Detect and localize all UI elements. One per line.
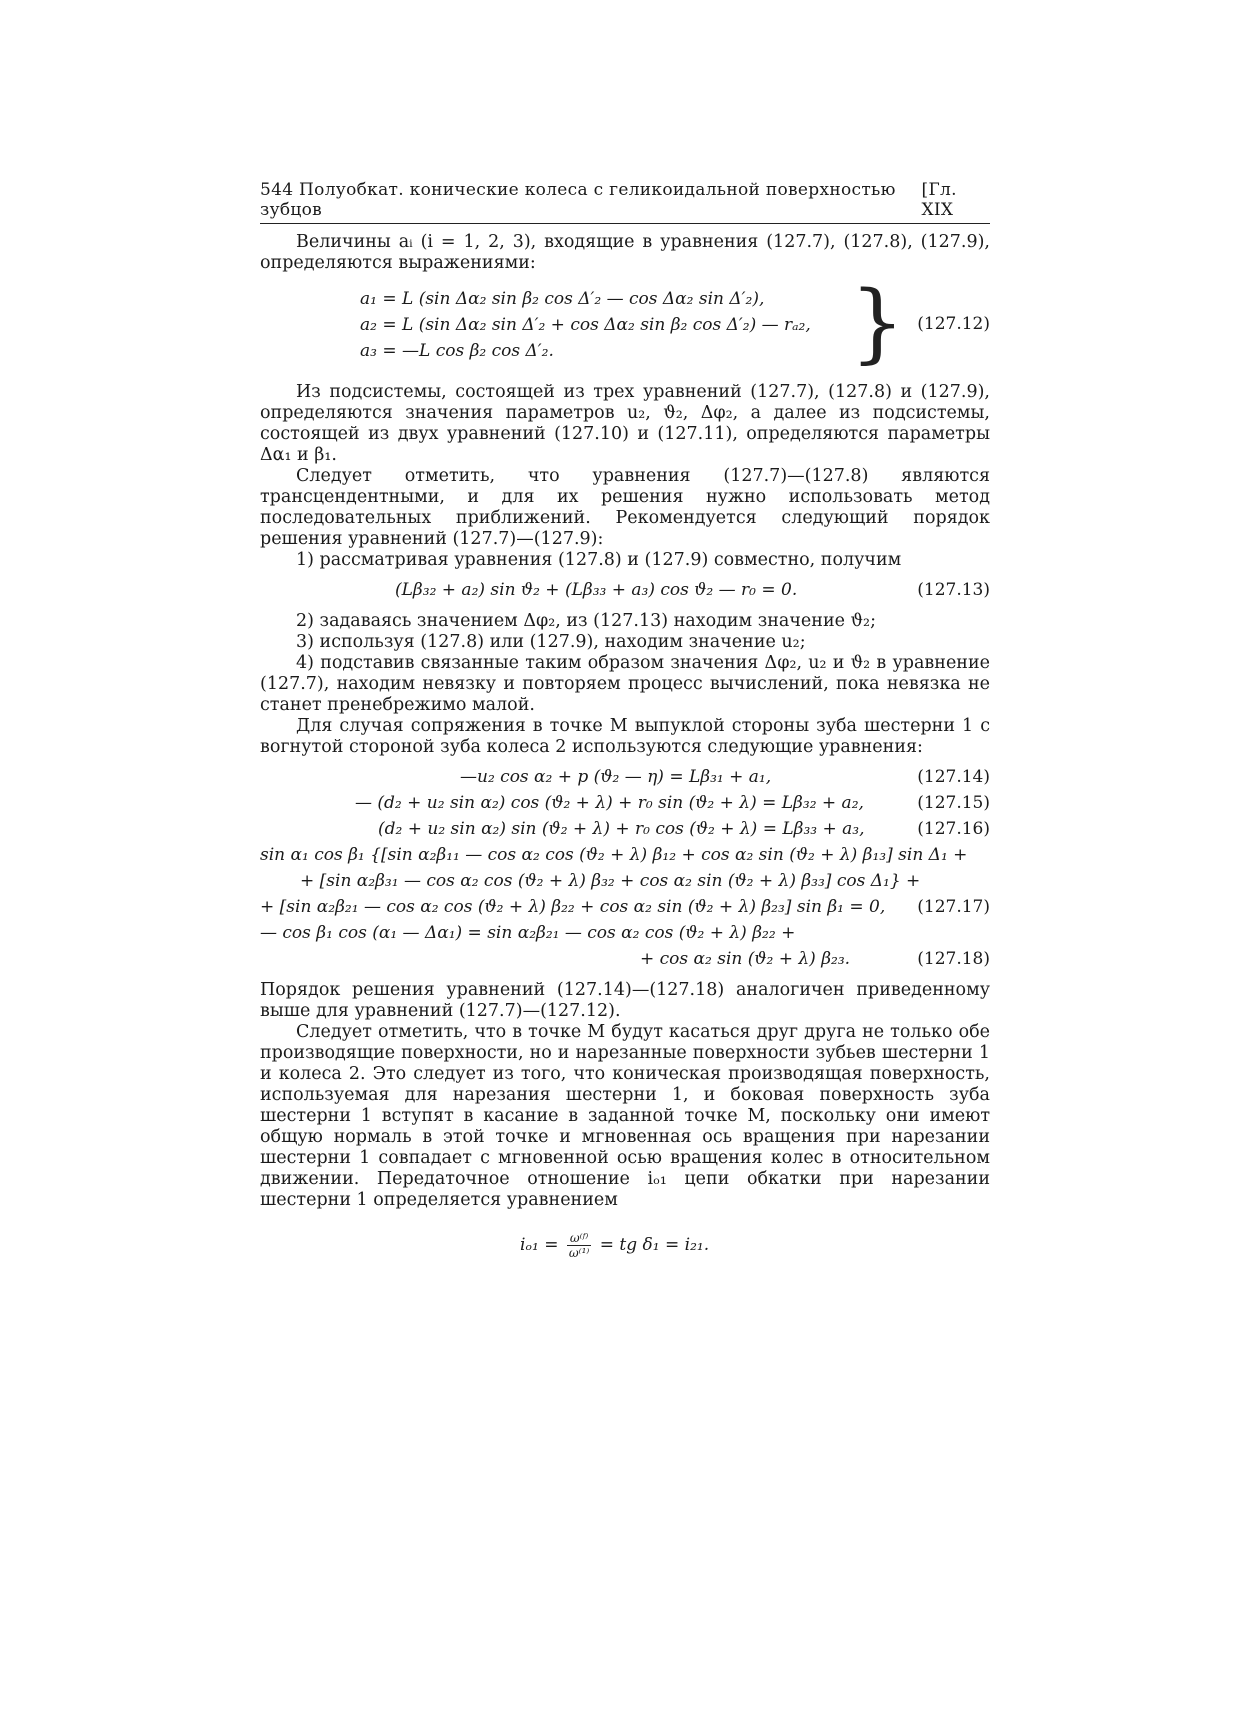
equation-number-127-18: (127.18) <box>917 949 990 969</box>
header-chapter: [Гл. XIX <box>921 180 957 220</box>
step-3: 3) используя (127.8) или (127.9), находим значение u₂; <box>296 632 806 652</box>
running-header <box>260 180 990 224</box>
note-paragraph: Следует отметить, что уравнения (127.7)—(127.8) являются трансцендентными, и для их решения нужно использовать метод последовательных приближений. Рекомендуется следующий порядок решения уравнений (127.7)—(127.9): <box>260 466 990 549</box>
ratio-numerator: ω⁽ᶠ⁾ <box>567 1231 592 1246</box>
equation-number-127-15: (127.15) <box>917 793 990 813</box>
equation-127-13 <box>260 577 990 603</box>
equation-a3: a₃ = —L cos β₂ cos Δ′₂. <box>360 341 554 361</box>
ratio-lhs: iₒ₁ = <box>520 1235 559 1255</box>
equation-127-17-line-2: + [sin α₂β₃₁ — cos α₂ cos (ϑ₂ + λ) β₃₂ + cos α₂ sin (ϑ₂ + λ) β₃₃] cos Δ₁} + <box>300 871 921 891</box>
equation-127-18-line-2: + cos α₂ sin (ϑ₂ + λ) β₂₃. (127.18) <box>260 946 990 972</box>
equation-number-127-17: (127.17) <box>917 897 990 917</box>
ratio-rhs: = tg δ₁ = i₂₁. <box>599 1235 710 1255</box>
equation-number-127-16: (127.16) <box>917 819 990 839</box>
right-brace: } <box>850 273 905 373</box>
equation-127-16 <box>260 816 990 842</box>
equation-127-15 <box>260 790 990 816</box>
ratio-equation <box>260 1225 990 1265</box>
step-4: 4) подставив связанные таким образом значения Δφ₂, u₂ и ϑ₂ в уравнение (127.7), находим невязку и повторяем процесс вычислений, пока невязка не станет пренебрежимо малой. <box>260 653 990 715</box>
equation-127-18-line-1: — cos β₁ cos (α₁ — Δα₁) = sin α₂β₂₁ — cos α₂ cos (ϑ₂ + λ) β₂₂ + <box>260 923 796 943</box>
step-2: 2) задаваясь значением Δφ₂, из (127.13) находим значение ϑ₂; <box>296 611 876 631</box>
equation-127-17-line-1: sin α₁ cos β₁ {[sin α₂β₁₁ — cos α₂ cos (ϑ₂ + λ) β₁₂ + cos α₂ sin (ϑ₂ + λ) β₁₃] sin Δ₁ + <box>260 845 968 865</box>
equation-127-13-body: (Lβ₃₂ + a₂) sin ϑ₂ + (Lβ₃₃ + a₃) cos ϑ₂ — r₀ = 0. <box>395 580 798 600</box>
case-paragraph: Для случая сопряжения в точке M выпуклой стороны зуба шестерни 1 с вогнутой стороной зуба колеса 2 используются следующие уравнения: <box>260 716 990 757</box>
book-page <box>260 180 990 1265</box>
equation-number-127-14: (127.14) <box>917 767 990 787</box>
order-paragraph: Порядок решения уравнений (127.14)—(127.18) аналогичен приведенному выше для уравнений (127.7)—(127.12). <box>260 980 990 1021</box>
ratio-fraction <box>567 1231 592 1260</box>
equation-number-127-13: (127.13) <box>917 580 990 600</box>
header-title: 544 Полуобкат. конические колеса с геликоидальной поверхностью зубцов <box>260 180 896 220</box>
ratio-denominator: ω⁽¹⁾ <box>568 1246 590 1260</box>
subsystem-paragraph: Из подсистемы, состоящей из трех уравнений (127.7), (127.8) и (127.9), определяются значения параметров u₂, ϑ₂, Δφ₂, а далее из подсистемы, состоящей из двух уравнений (127.10) и (127.11), определяются параметры Δα₁ и β₁. <box>260 382 990 465</box>
equation-127-14-body: —u₂ cos α₂ + p (ϑ₂ — η) = Lβ₃₁ + a₁, <box>460 767 772 787</box>
equation-127-17-line-3: + [sin α₂β₂₁ — cos α₂ cos (ϑ₂ + λ) β₂₂ + cos α₂ sin (ϑ₂ + λ) β₂₃] sin β₁ = 0, (127.17) <box>260 894 990 920</box>
equation-127-15-body: — (d₂ + u₂ sin α₂) cos (ϑ₂ + λ) + r₀ sin (ϑ₂ + λ) = Lβ₃₂ + a₂, <box>355 793 864 813</box>
equation-127-14 <box>260 764 990 790</box>
final-paragraph: Следует отметить, что в точке M будут касаться друг друга не только обе производящие поверхности, но и нарезанные поверхности зубьев шестерни 1 и колеса 2. Это следует из того, что коническая производящая поверхность, используемая для нарезания шестерни 1, и боковая поверхность зуба шестерни 1 вступят в касание в заданной точке M, поскольку они имеют общую нормаль в этой точке и мгновенная ось вращения при нарезании шестерни 1 совпадает с мгновенной осью вращения колес в относительном движении. Передаточное отношение iₒ₁ цепи обкатки при нарезании шестерни 1 определяется уравнением <box>260 1022 990 1210</box>
step-1: 1) рассматривая уравнения (127.8) и (127.9) совместно, получим <box>296 550 902 570</box>
equation-127-16-body: (d₂ + u₂ sin α₂) sin (ϑ₂ + λ) + r₀ cos (ϑ₂ + λ) = Lβ₃₃ + a₃, <box>378 819 865 839</box>
equation-number-127-12: (127.12) <box>917 314 990 334</box>
intro-paragraph: Величины aᵢ (i = 1, 2, 3), входящие в уравнения (127.7), (127.8), (127.9), определяются выражениями: <box>260 232 990 273</box>
equation-a1: a₁ = L (sin Δα₂ sin β₂ cos Δ′₂ — cos Δα₂ sin Δ′₂), <box>360 289 765 309</box>
equation-system-127-12 <box>260 273 990 373</box>
equation-a2: a₂ = L (sin Δα₂ sin Δ′₂ + cos Δα₂ sin β₂ cos Δ′₂) — rₐ₂, <box>360 315 811 335</box>
